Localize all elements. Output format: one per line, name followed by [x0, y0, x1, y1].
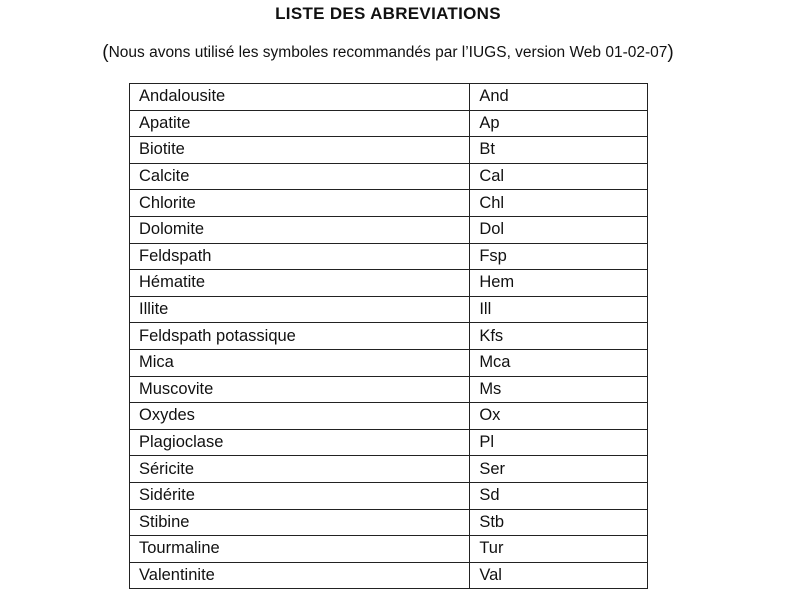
- table-row: [130, 509, 648, 536]
- subtitle-text: Nous avons utilisé les symboles recommandés par l’IUGS, version Web 01-02-07: [108, 44, 668, 61]
- mineral-symbol-cell: Fsp: [470, 243, 648, 270]
- mineral-symbol-cell: Pl: [470, 429, 648, 456]
- mineral-name-cell: Apatite: [130, 110, 470, 137]
- table-row: [130, 137, 648, 164]
- mineral-name-cell: Feldspath: [130, 243, 470, 270]
- mineral-symbol-cell: Tur: [470, 536, 648, 563]
- mineral-symbol-cell: Ox: [470, 403, 648, 430]
- table-row: [130, 296, 648, 323]
- mineral-symbol-cell: Bt: [470, 137, 648, 164]
- mineral-name-cell: Tourmaline: [130, 536, 470, 563]
- mineral-name-cell: Sidérite: [130, 482, 470, 509]
- mineral-symbol-cell: Sd: [470, 482, 648, 509]
- mineral-symbol-cell: Ill: [470, 296, 648, 323]
- mineral-name-cell: Illite: [130, 296, 470, 323]
- mineral-symbol-cell: Chl: [470, 190, 648, 217]
- mineral-name-cell: Andalousite: [130, 84, 470, 111]
- mineral-name-cell: Valentinite: [130, 562, 470, 589]
- table-row: [130, 456, 648, 483]
- subtitle-close-paren: ): [667, 42, 674, 63]
- page-title: LISTE DES ABREVIATIONS: [275, 4, 501, 23]
- mineral-symbol-cell: Stb: [470, 509, 648, 536]
- mineral-symbol-cell: Mca: [470, 349, 648, 376]
- abbreviations-table-body: [130, 84, 648, 589]
- mineral-name-cell: Feldspath potassique: [130, 323, 470, 350]
- mineral-symbol-cell: Dol: [470, 216, 648, 243]
- mineral-name-cell: Muscovite: [130, 376, 470, 403]
- mineral-name-cell: Mica: [130, 349, 470, 376]
- table-row: [130, 216, 648, 243]
- mineral-symbol-cell: Ms: [470, 376, 648, 403]
- mineral-name-cell: Dolomite: [130, 216, 470, 243]
- mineral-name-cell: Hématite: [130, 270, 470, 297]
- subtitle-open-paren: (: [102, 42, 109, 63]
- table-row: [130, 110, 648, 137]
- mineral-symbol-cell: Hem: [470, 270, 648, 297]
- table-row: [130, 429, 648, 456]
- mineral-symbol-cell: Val: [470, 562, 648, 589]
- table-row: [130, 243, 648, 270]
- abbreviations-table: [129, 83, 648, 589]
- mineral-name-cell: Biotite: [130, 137, 470, 164]
- mineral-name-cell: Séricite: [130, 456, 470, 483]
- table-row: [130, 84, 648, 111]
- mineral-symbol-cell: Kfs: [470, 323, 648, 350]
- mineral-name-cell: Plagioclase: [130, 429, 470, 456]
- mineral-symbol-cell: Cal: [470, 163, 648, 190]
- mineral-symbol-cell: Ap: [470, 110, 648, 137]
- table-row: [130, 403, 648, 430]
- mineral-symbol-cell: And: [470, 84, 648, 111]
- table-row: [130, 163, 648, 190]
- table-row: [130, 376, 648, 403]
- page-subtitle: [0, 42, 776, 64]
- mineral-name-cell: Stibine: [130, 509, 470, 536]
- table-row: [130, 190, 648, 217]
- table-row: [130, 562, 648, 589]
- table-row: [130, 349, 648, 376]
- mineral-symbol-cell: Ser: [470, 456, 648, 483]
- mineral-name-cell: Chlorite: [130, 190, 470, 217]
- table-row: [130, 536, 648, 563]
- table-row: [130, 482, 648, 509]
- table-row: [130, 270, 648, 297]
- mineral-name-cell: Calcite: [130, 163, 470, 190]
- table-row: [130, 323, 648, 350]
- mineral-name-cell: Oxydes: [130, 403, 470, 430]
